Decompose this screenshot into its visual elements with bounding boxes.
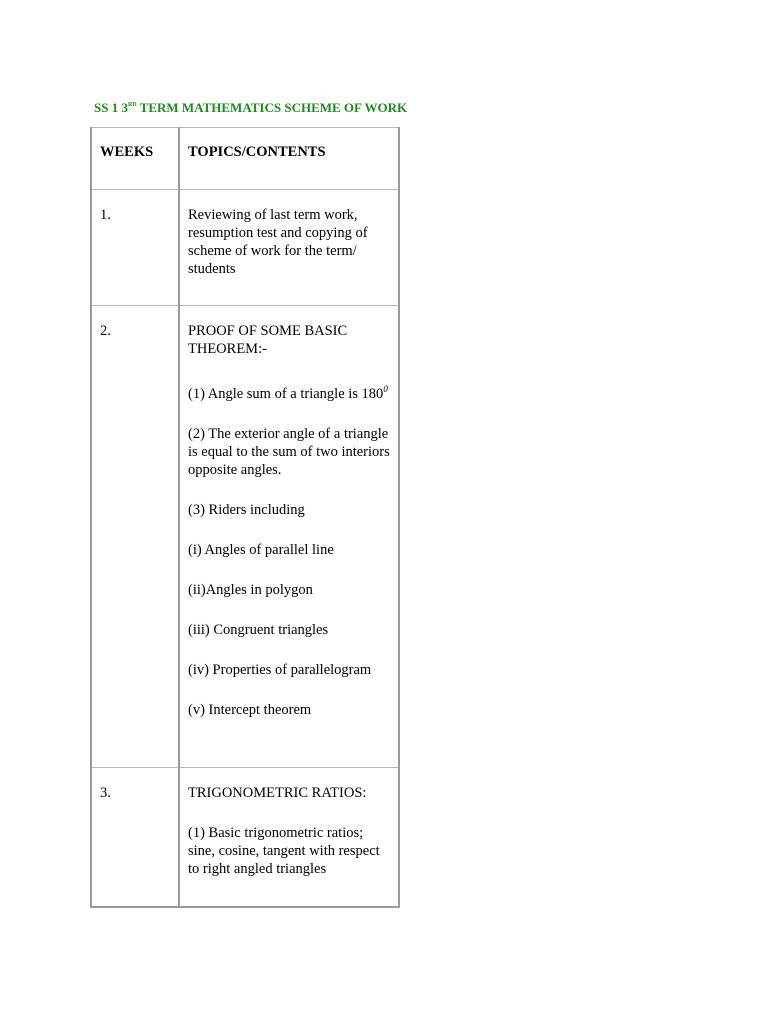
topic-line: (2) The exterior angle of a triangle is equal to the sum of two interiors opposite angles. [188, 426, 390, 478]
topic-line: (i) Angles of parallel line [188, 542, 334, 558]
table-row [91, 190, 399, 306]
table-row [91, 768, 399, 907]
week-cell: 1. [91, 190, 179, 306]
topic-line: PROOF OF SOME BASIC THEOREM:- [188, 323, 348, 357]
degree-superscript: 0 [383, 384, 388, 394]
topic-line: (iv) Properties of parallelogram [188, 662, 372, 678]
topic-cell [179, 306, 399, 768]
topic-cell [179, 768, 399, 907]
table-row [91, 306, 399, 768]
topic-line: (3) Riders including [188, 502, 305, 518]
scheme-of-work-table [90, 127, 400, 908]
document-title: SS 1 3RD TERM MATHEMATICS SCHEME OF WORK [94, 100, 408, 115]
topic-line: TRIGONOMETRIC RATIOS: [188, 785, 367, 801]
week-cell: 2. [91, 306, 179, 768]
header-cell-weeks: WEEKS [91, 128, 179, 190]
topic-cell [179, 190, 399, 306]
topic-line: (1) Basic trigonometric ratios; sine, cosine, tangent with respect to right angled triangles [188, 825, 380, 877]
week-cell: 3. [91, 768, 179, 907]
topic-line: (ii)Angles in polygon [188, 582, 313, 598]
topic-line: (v) Intercept theorem [188, 702, 312, 718]
table-header-row [91, 128, 399, 190]
topic-line-with-degree: (1) Angle sum of a triangle is $180^0$ [188, 384, 388, 402]
topic-line: Reviewing of last term work, resumption test and copying of scheme of work for the term/ students [188, 207, 368, 277]
header-cell-topics: TOPICS/CONTENTS [179, 128, 399, 190]
topic-line: (iii) Congruent triangles [188, 622, 329, 638]
